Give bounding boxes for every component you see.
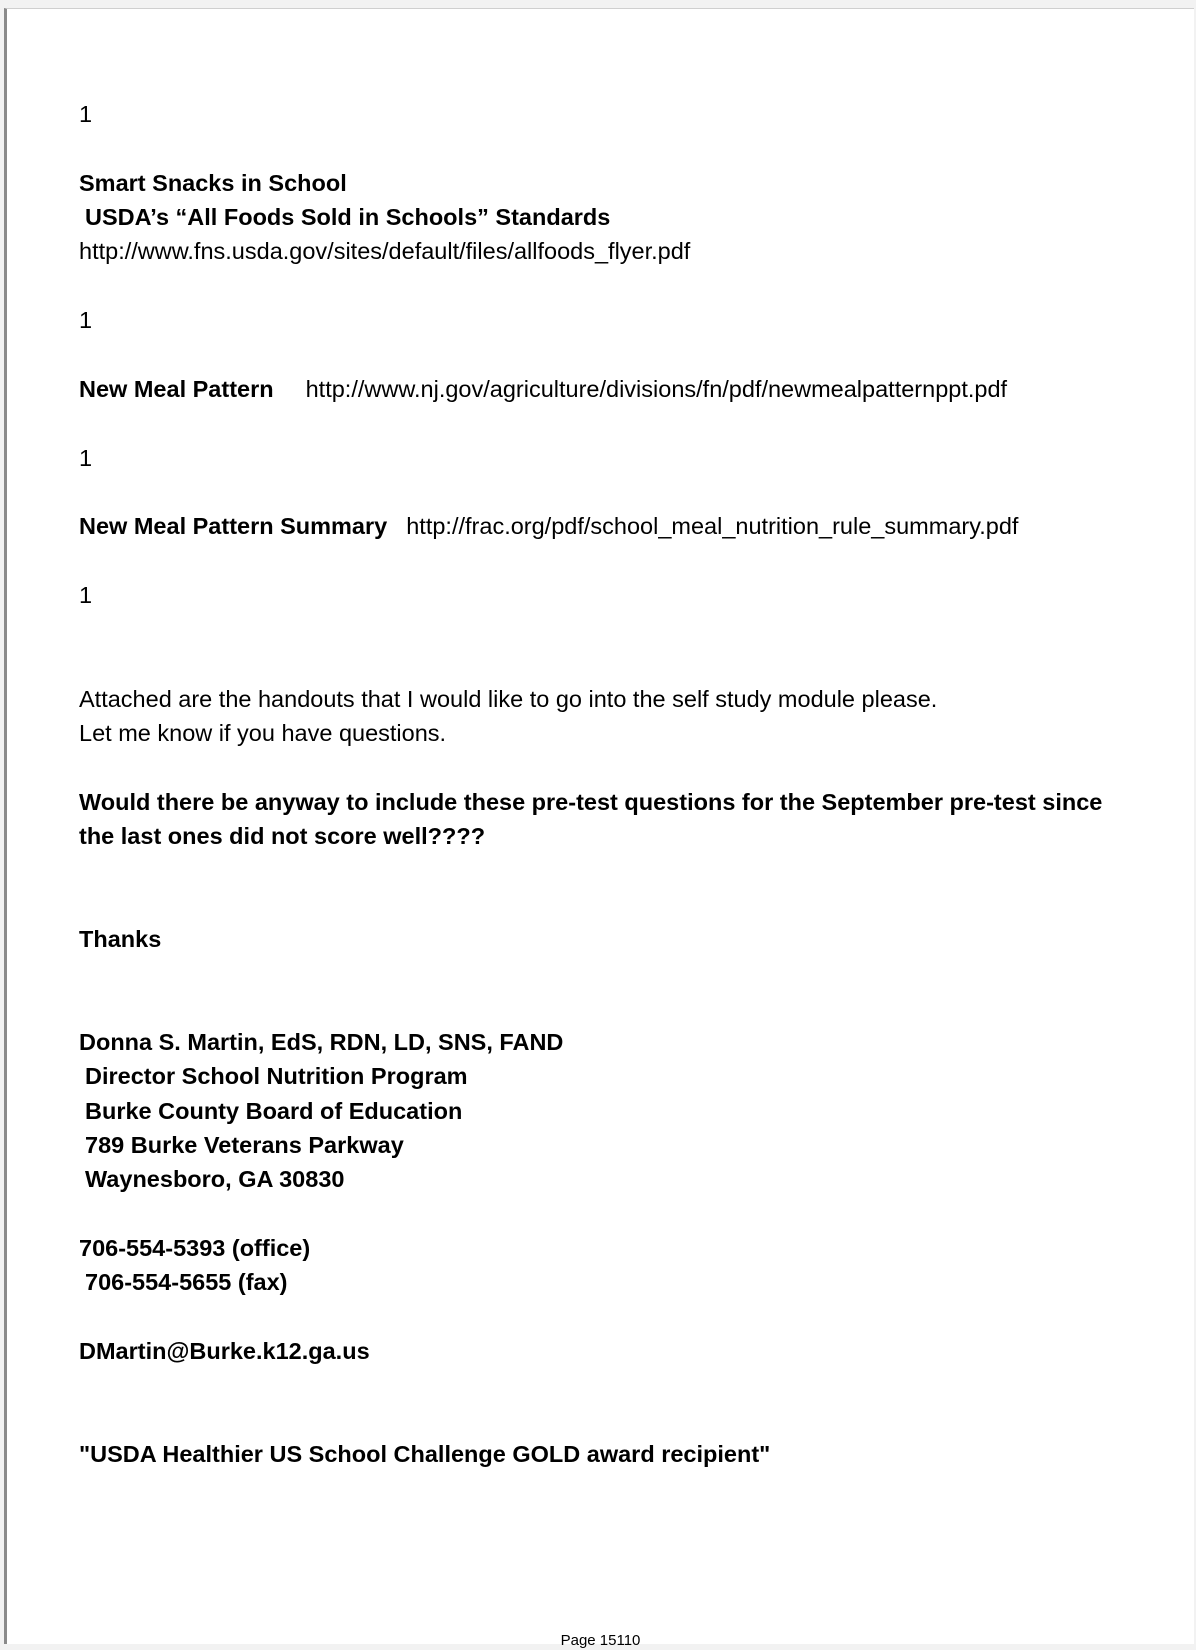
signature-name: Donna S. Martin, EdS, RDN, LD, SNS, FAND xyxy=(79,1029,564,1055)
message-line: Let me know if you have questions. xyxy=(79,720,447,746)
section-link[interactable]: http://frac.org/pdf/school_meal_nutrition_rule_summary.pdf xyxy=(406,513,1019,539)
section-number: 1 xyxy=(79,307,93,333)
signature-phone-fax: 706-554-5655 (fax) xyxy=(85,1269,288,1295)
signature-award: "USDA Healthier US School Challenge GOLD award recipient" xyxy=(79,1441,771,1467)
section-link[interactable]: http://www.nj.gov/agriculture/divisions/fn/pdf/newmealpatternppt.pdf xyxy=(305,376,1008,402)
section-number: 1 xyxy=(79,101,93,127)
signature-organization: Burke County Board of Education xyxy=(85,1098,463,1124)
section-title: New Meal Pattern xyxy=(79,376,274,402)
signature-phone-office: 706-554-5393 (office) xyxy=(79,1235,311,1261)
section-number: 1 xyxy=(79,582,93,608)
section-link[interactable]: http://www.fns.usda.gov/sites/default/files/allfoods_flyer.pdf xyxy=(79,238,691,264)
section-title: New Meal Pattern Summary xyxy=(79,513,388,539)
section-number: 1 xyxy=(79,445,93,471)
section-title: Smart Snacks in School xyxy=(79,170,347,196)
message-line: Attached are the handouts that I would like to go into the self study module please. xyxy=(79,686,938,712)
signature-street: 789 Burke Veterans Parkway xyxy=(85,1132,404,1158)
section-subtitle: USDA’s “All Foods Sold in Schools” Standards xyxy=(85,204,611,230)
page-number: Page 15110 xyxy=(560,1632,641,1649)
request-line: Would there be anyway to include these pre-test questions for the September pre-test since xyxy=(79,789,1103,815)
signature-email[interactable]: DMartin@Burke.k12.ga.us xyxy=(79,1338,370,1364)
signature-title: Director School Nutrition Program xyxy=(85,1063,468,1089)
thanks-text: Thanks xyxy=(79,926,162,952)
document-page xyxy=(4,8,1194,1649)
section-row xyxy=(79,512,1018,540)
section-row xyxy=(79,375,1007,403)
signature-city: Waynesboro, GA 30830 xyxy=(85,1166,345,1192)
request-line: the last ones did not score well???? xyxy=(79,823,486,849)
